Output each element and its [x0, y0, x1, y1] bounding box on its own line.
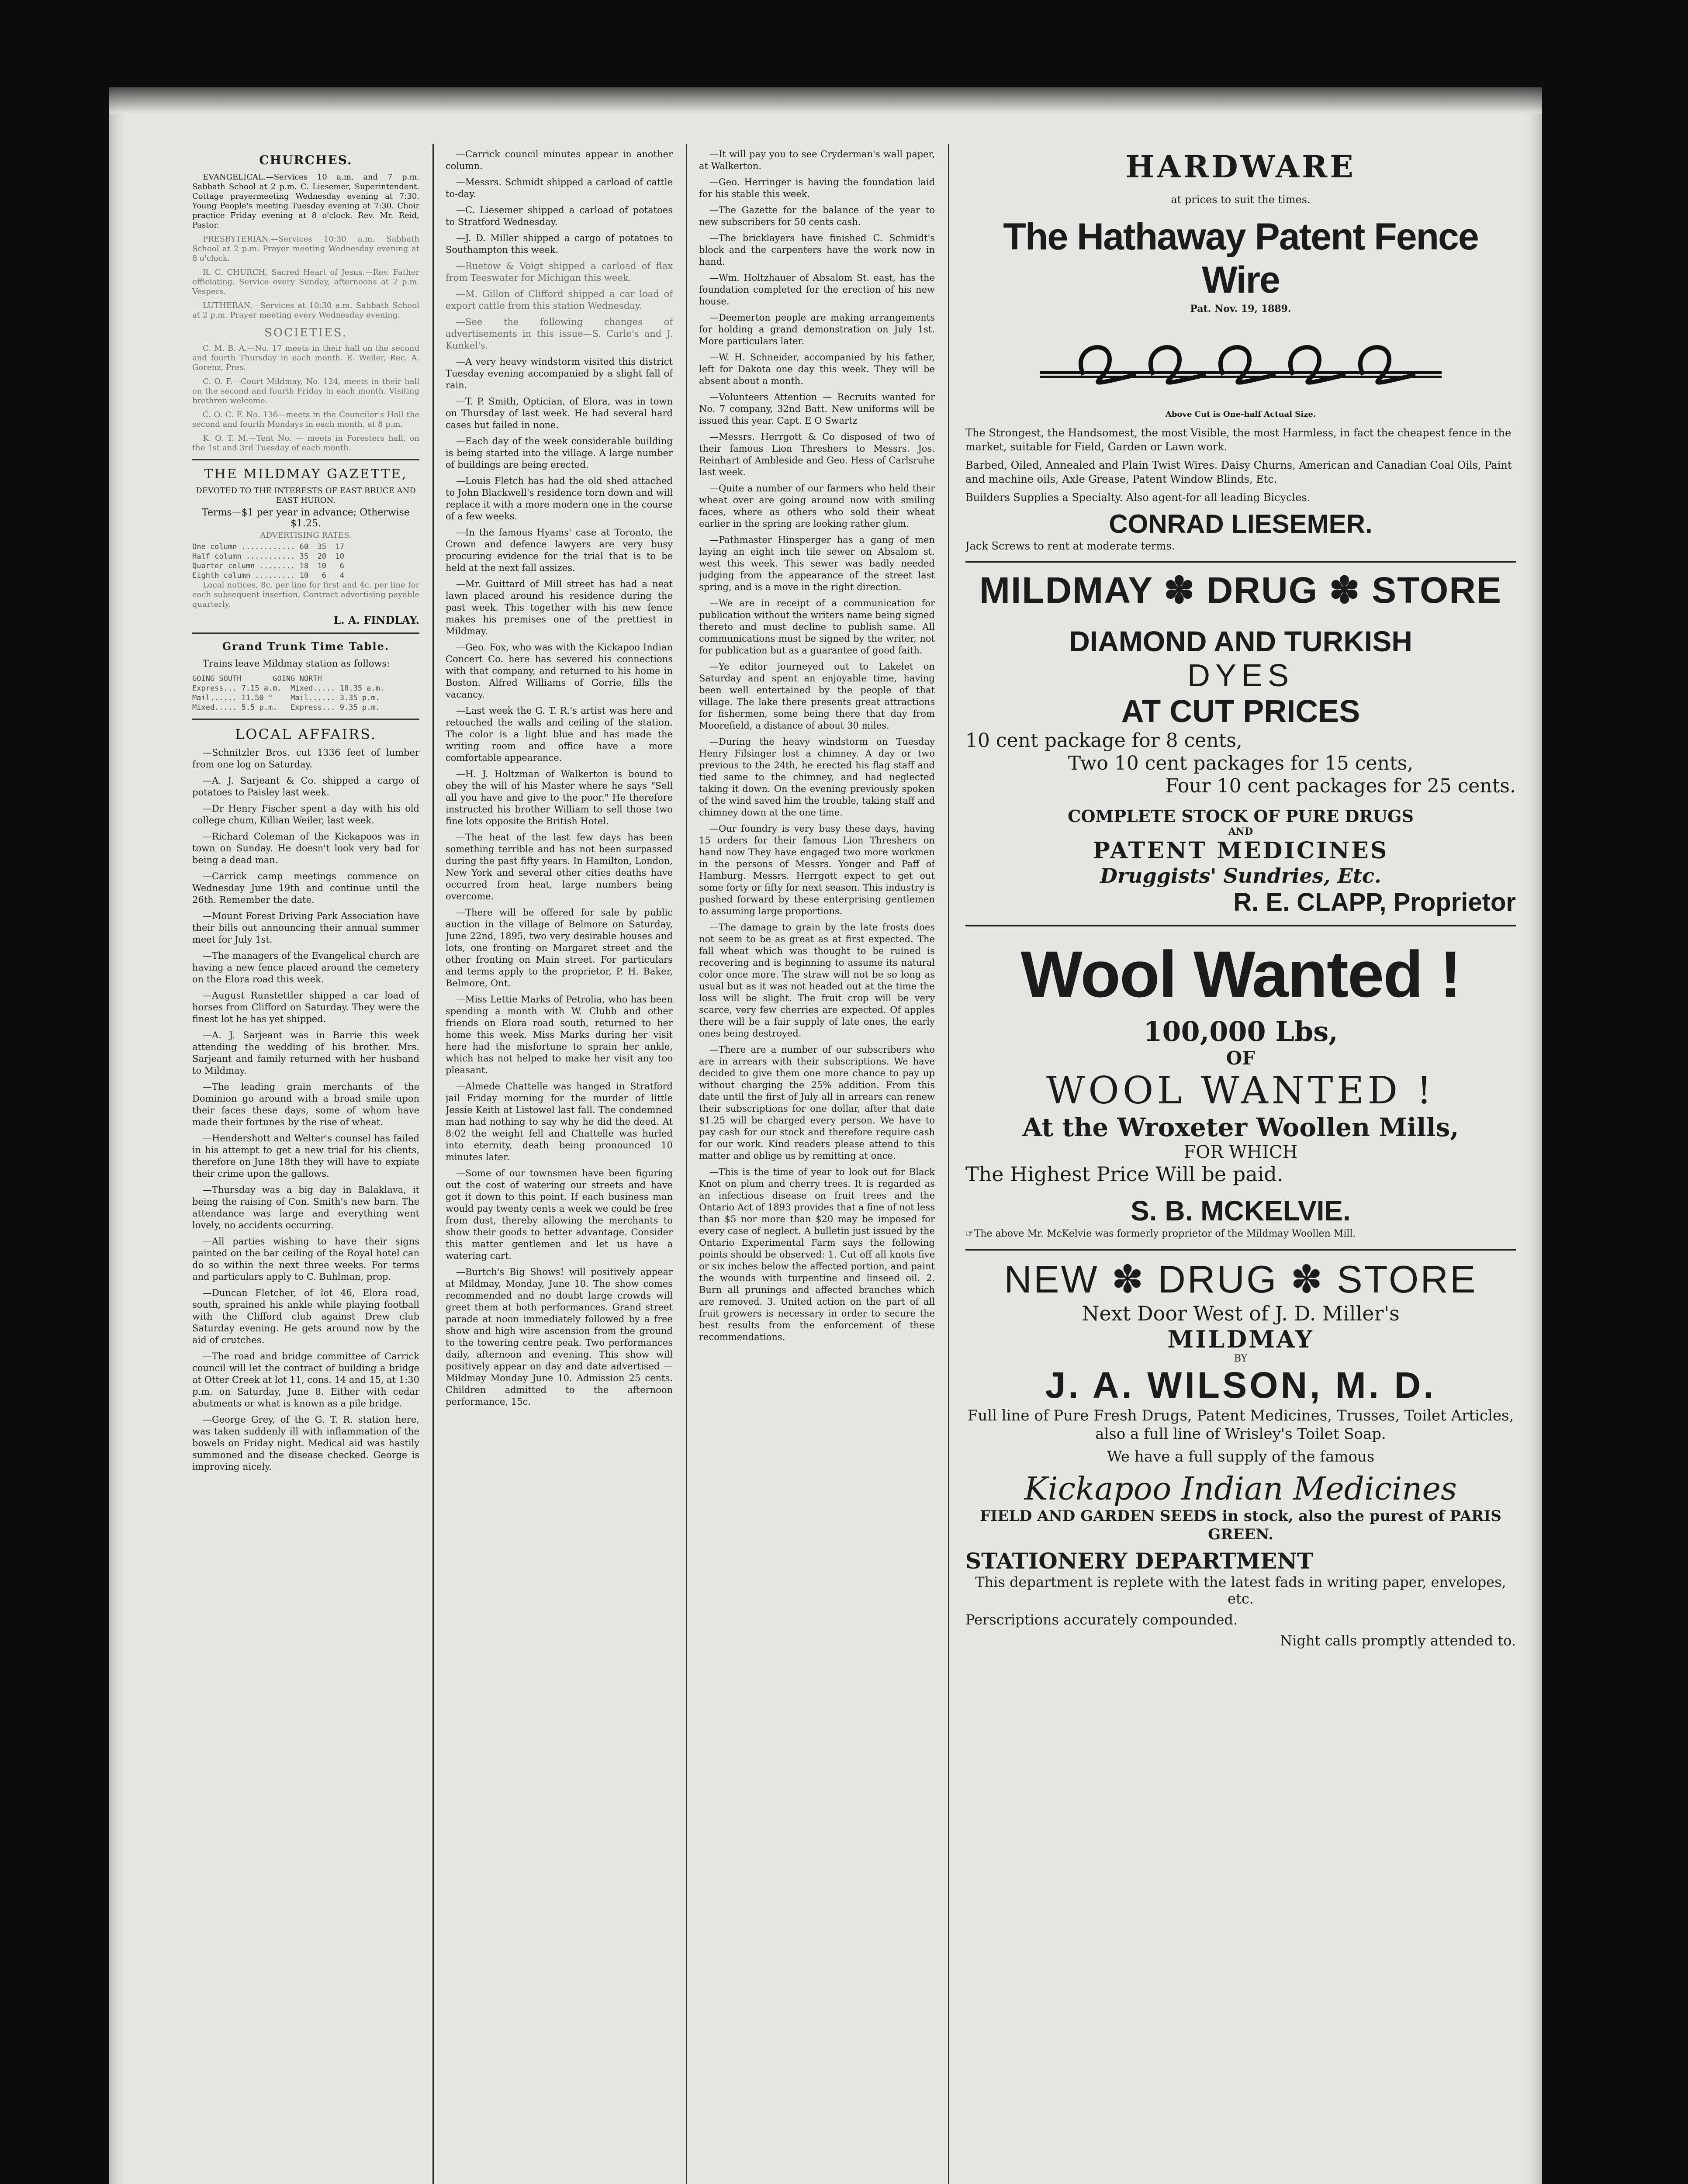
merchant-name: CONRAD LIESEMER.: [1109, 509, 1373, 539]
news-item: —Carrick council minutes appear in another column.: [446, 149, 673, 171]
mildmay-drug-ad: [965, 561, 1516, 917]
news-item: —Hendershott and Welter's counsel has failed in his attempt to get a new trial for his clients, therefore on June 18th they will have to expiate their crime upon the gallows.: [192, 1133, 419, 1179]
church-item: EVANGELICAL.—Services 10 a.m. and 7 p.m. Sabbath School at 2 p.m. C. Liesemer, Superintendent. Cottage prayermeeting Wednesday evening at 7:30. Young People's meeting Tuesday evening at 7:30. Choir practice Friday evening at 8 o'clock. Rev. Mr. Reid, Pastor.: [192, 173, 419, 230]
column-2: [446, 149, 673, 1412]
news-item: —In the famous Hyams' case at Toronto, the Crown and defence lawyers are very busy procuring evidence for the trial that is to be held at the next fall assizes.: [446, 527, 673, 573]
news-item: —Messrs. Schmidt shipped a carload of cattle to-day.: [446, 177, 673, 199]
wool-note: ☞The above Mr. McKelvie was formerly proprietor of the Mildmay Woollen Mill.: [965, 1228, 1356, 1239]
rates-heading: ADVERTISING RATES.: [260, 531, 352, 540]
druggists-sundries: Druggists' Sundries, Etc.: [1100, 864, 1382, 888]
hardware-ad: [965, 149, 1516, 553]
new-drug-body: Full line of Pure Fresh Drugs, Patent Medicines, Trusses, Toilet Articles, also a full line of Wrisley's Toilet Soap.: [967, 1407, 1514, 1443]
news-item: —Louis Fletch has had the old shed attached to John Blackwell's residence torn down and will replace it with a more modern one in the course of a few weeks.: [446, 476, 673, 522]
news-item: —See the following changes of advertisements in this issue—S. Carle's and J. Kunkel's.: [446, 317, 673, 351]
news-item: —It will pay you to see Cryderman's wall paper, at Walkerton.: [699, 149, 935, 171]
new-drug-town: MILDMAY: [1167, 1325, 1314, 1353]
news-item: —Last week the G. T. R.'s artist was here and retouched the walls and ceiling of the station. The color is a light blue and has made the writing room and office have a more comfortable appearance.: [446, 705, 673, 763]
news-item: —Mr. Guittard of Mill street has had a neat lawn placed around his residence during the past week. This together with his new fence makes his premises one of the prettiest in Mildmay.: [446, 579, 673, 636]
news-item: —The heat of the last few days has been something terrible and has not been surpassed during the past fifty years. In Hamilton, London, New York and several other cities deaths have occurred from heat, large numbers being overcome.: [446, 832, 673, 902]
wool-for-which: FOR WHICH: [1183, 1142, 1298, 1162]
news-item: —Some of our townsmen have been figuring out the cost of watering our streets and have got it down to this point. If each business man would pay twenty cents a week we could be free from dust, thereby allowing the merchants to show their goods to better advantage. Consider this matter gentlemen and let us have a watering cart.: [446, 1168, 673, 1261]
news-item: —A. J. Sarjeant & Co. shipped a cargo of potatoes to Paisley last week.: [192, 775, 419, 798]
rates-table: One column ............ 60 35 17 Half column ........... 35 20 10 Quarter column ........ 18 10 6 Eighth column ......... 10 6 4: [192, 543, 344, 580]
news-item: —H. J. Holtzman of Walkerton is bound to obey the will of his Master where he says "Sell all you have and give to the poor." He therefore instructed his brother William to sell those two fine lots opposite the British Hotel.: [446, 769, 673, 826]
news-item: —Wm. Holtzhauer of Absalom St. east, has the foundation completed for the erection of his new house.: [699, 273, 935, 307]
wool-mill: At the Wroxeter Woollen Mills,: [1022, 1113, 1459, 1142]
hardware-sub: at prices to suit the times.: [1171, 194, 1311, 206]
news-item: —The damage to grain by the late frosts does not seem to be as great as at first expected. The fall wheat which was thought to be ruined is recovering and is beginning to assume its natural color once more. The straw will not be so long as usual but as it was not headed out at the time the loss will be slight. The fruit crop will be very scarce, very few cherries are expected. Of apples there will be a fair supply of late ones, the early ones being destroyed.: [699, 922, 935, 1039]
fence-wire-illustration: [965, 320, 1516, 408]
publisher-name: L. A. FINDLAY.: [333, 614, 419, 626]
society-item: C. O. F.—Court Mildmay, No. 124, meets in their hall on the second and fourth Friday in each month. Visiting brethren welcome.: [192, 377, 419, 405]
subscription-terms: Terms—$1 per year in advance; Otherwise $1.25.: [202, 507, 410, 529]
page-edge-shadow: [109, 87, 1542, 114]
news-item: —This is the time of year to look out for Black Knot on plum and cherry trees. It is regarded as an infectious disease on fruit trees and the Ontario Act of 1893 provides that a fine of not less than $5 nor more than $20 may be imposed for every case of neglect. A bulletin just issued by the Ontario Experimental Farm says the following points should be observed: 1. Cut off all knots five or six inches below the affected portion, and paint the wounds with turpentine and linseed oil. 2. Burn all prunings and affected branches which are removed. 3. United action on the part of all fruit growers is necessary in order to secure the best results from the enforcement of these recommendations.: [699, 1167, 935, 1342]
news-item: —Geo. Herringer is having the foundation laid for his stable this week.: [699, 177, 935, 199]
news-item: —The road and bridge committee of Carrick council will let the contract of building a bridge at Otter Creek at lot 11, cons. 14 and 15, at 1:30 p.m. on Saturday, June 8. Either with cedar abutments or what is known as a pile bridge.: [192, 1351, 419, 1409]
news-item: —Deemerton people are making arrangements for holding a grand demonstration on July 1st. More particulars later.: [699, 312, 935, 346]
cut-prices: AT CUT PRICES: [1121, 694, 1360, 729]
column-3: [699, 149, 935, 1348]
dyes-line-1: DIAMOND AND TURKISH: [1069, 625, 1412, 657]
news-item: —Thursday was a big day in Balaklava, it being the raising of Con. Smith's new barn. The attendance was large and everything went lovely, no accidents occurring.: [192, 1185, 419, 1230]
wool-wanted-ad: [965, 925, 1516, 1241]
news-item: —George Grey, of the G. T. R. station here, was taken suddenly ill with inflammation of the bowels on Friday night. Medical aid was hastily summoned and the disease checked. George is improving nicely.: [192, 1414, 419, 1472]
rates-note: Local notices, 8c. per line for first and 4c. per line for each subsequent insertion. Contract advertising payable quarterly.: [192, 581, 419, 609]
divider: [192, 632, 419, 634]
news-item: —T. P. Smith, Optician, of Elora, was in town on Thursday of last week. He had several hard cases but failed in none.: [446, 396, 673, 430]
news-item: —Geo. Fox, who was with the Kickapoo Indian Concert Co. here has severed his connections with that company, and returned to his home in Boston. Alfred Williams of Gorrie, fills the vacancy.: [446, 642, 673, 700]
drug-proprietor: R. E. CLAPP, Proprietor: [1233, 888, 1516, 916]
drug-store-title: MILDMAY ✽ DRUG ✽ STORE: [979, 570, 1502, 611]
stationery-body: This department is replete with the latest fads in writing paper, envelopes, etc.: [975, 1574, 1506, 1607]
church-item: R. C. CHURCH, Sacred Heart of Jesus.—Rev. Father officiating. Service every Sunday, afternoons at 2 p.m. Vespers.: [192, 268, 419, 296]
prescriptions-line: Perscriptions accurately compounded.: [965, 1611, 1238, 1628]
column-1: [192, 149, 419, 1477]
price-line: Two 10 cent packages for 15 cents,: [1068, 752, 1414, 774]
news-item: —The bricklayers have finished C. Schmidt's block and the carpenters have the work now in hand.: [699, 233, 935, 267]
divider: [192, 459, 419, 460]
news-item: —Carrick camp meetings commence on Wednesday June 19th and continue until the 26th. Remember the date.: [192, 871, 419, 905]
new-drug-owner: J. A. WILSON, M. D.: [1045, 1365, 1436, 1406]
price-line: 10 cent package for 8 cents,: [965, 729, 1242, 752]
kickapoo-medicines: Kickapoo Indian Medicines: [1024, 1470, 1457, 1507]
wool-wanted-line: WOOL WANTED !: [1046, 1069, 1435, 1113]
new-drug-store-ad: [965, 1249, 1516, 1649]
wool-price: The Highest Price Will be paid.: [965, 1162, 1283, 1186]
column-rule: [948, 144, 949, 2184]
news-item: —The Gazette for the balance of the year to new subscribers for 50 cents cash.: [699, 205, 935, 227]
news-item: —Dr Henry Fischer spent a day with his old college chum, Killian Weiler, last week.: [192, 803, 419, 826]
patent-medicines: PATENT MEDICINES: [1093, 837, 1389, 864]
wool-quantity: 100,000 Lbs,: [1143, 1016, 1338, 1047]
drug-stock-line: COMPLETE STOCK OF PURE DRUGS: [1068, 806, 1414, 826]
news-item: —The managers of the Evangelical church are having a new fence placed around the cemetery on the Elora road this week.: [192, 950, 419, 985]
news-item: —W. H. Schneider, accompanied by his father, left for Dakota one day this week. They will be absent about a month.: [699, 352, 935, 386]
wool-title: Wool Wanted !: [1020, 937, 1461, 1011]
ads-column: [965, 149, 1516, 1653]
news-item: —We are in receipt of a communication for publication without the writers name being signed thereto and must decline to publish same. All communications must be signed by the writer, not for publication but as a guarantee of good faith.: [699, 598, 935, 656]
society-item: K. O. T. M.—Tent No. — meets in Foresters hall, on the 1st and 3rd Tuesday of each month.: [192, 434, 419, 453]
news-item: —Almede Chattelle was hanged in Stratford jail Friday morning for the murder of little Jessie Keith at Listowel last fall. The condemned man had nothing to say why he did the deed. At 8:02 the weight fell and Chattelle was hurled into eternity, death being pronounced 10 minutes later.: [446, 1081, 673, 1162]
news-item: —There will be offered for sale by public auction in the village of Belmore on Saturday, June 22nd, 1895, two very desirable houses and lots, one fronting on Margaret street and the other fronting on Main street. For particulars and terms apply to the proprietor, P. H. Baker, Belmore, Ont.: [446, 907, 673, 988]
dyes-line-2: DYES: [1187, 658, 1294, 693]
hardware-body: Barbed, Oiled, Annealed and Plain Twist Wires. Daisy Churns, American and Canadian Coal Oils, Paint and machine oils, Axle Grease, Patent Window Blinds, Etc.: [965, 459, 1512, 485]
timetable: GOING SOUTH GOING NORTH Express... 7.15 a.m. Mixed..... 10.35 a.m. Mail...... 11.50 " Mail...... 3.35 p.m. Mixed..... 5.5 p.m. Express... 9.35 p.m.: [192, 674, 385, 712]
church-item: LUTHERAN.—Services at 10:30 a.m. Sabbath School at 2 p.m. Prayer meeting every Wednesday evening.: [192, 301, 419, 320]
hardware-body: Builders Supplies a Specialty. Also agent-for all leading Bicycles.: [965, 491, 1311, 504]
stationery-heading: STATIONERY DEPARTMENT: [965, 1548, 1314, 1574]
hardware-body: The Strongest, the Handsomest, the most Visible, the most Harmless, in fact the cheapest fence in the market, suitable for Field, Garden or Lawn work.: [965, 427, 1512, 453]
newspaper-page: [109, 87, 1542, 2184]
news-item: —Mount Forest Driving Park Association have their bills out announcing their annual summer meet for July 1st.: [192, 911, 419, 945]
news-item: —Ye editor journeyed out to Lakelet on Saturday and spent an enjoyable time, having been well entertained by the people of that village. The lake there presents great attractions for fishermen, some being there that day from Moorefield, a distance of about 30 miles.: [699, 661, 935, 731]
churches-heading: CHURCHES.: [259, 153, 353, 167]
church-item: PRESBYTERIAN.—Services 10:30 a.m. Sabbath School at 2 p.m. Prayer meeting Wednesday evening at 8 o'clock.: [192, 235, 419, 263]
news-item: —J. D. Miller shipped a cargo of potatoes to Southampton this week.: [446, 233, 673, 255]
night-calls-line: Night calls promptly attended to.: [1280, 1632, 1516, 1649]
local-affairs-heading: LOCAL AFFAIRS.: [235, 726, 377, 743]
news-item: —Ruetow & Voigt shipped a carload of flax from Teeswater for Michigan this week.: [446, 261, 673, 283]
wool-merchant: S. B. MCKELVIE.: [1131, 1195, 1351, 1227]
news-item: —There are a number of our subscribers who are in arrears with their subscriptions. We have decided to give them one more chance to pay up without charging the 25% addition. From this date until the first of July all in arrears can renew their subscriptions for one dollar, after that date $1.25 will be charged every person. We have to pay cash for our stock and therefore require cash for our work. Kind readers please attend to this matter and oblige us by remitting at once.: [699, 1044, 935, 1161]
news-item: —During the heavy windstorm on Tuesday Henry Filsinger lost a chimney. A day or two previous to the 24th, he erected his flag staff and tied same to the chimney, and had neglected taking it down. On the evening previously spoken of the wind saved him the trouble, taking staff and chimney down at the one time.: [699, 736, 935, 818]
drug-stock-and: AND: [1228, 826, 1253, 837]
patent-date: Pat. Nov. 19, 1889.: [1190, 303, 1291, 314]
fence-wire-title: The Hathaway Patent Fence Wire: [1003, 216, 1478, 301]
news-item: —Duncan Fletcher, of lot 46, Elora road, south, sprained his ankle while playing football with the Clifford club against Drew club Saturday evening. He gets around now by the aid of crutches.: [192, 1288, 419, 1345]
news-item: —All parties wishing to have their signs painted on the bar ceiling of the Royal hotel can do so within the next three weeks. For terms and particulars apply to C. Buhlman, prop.: [192, 1236, 419, 1282]
news-item: —Quite a number of our farmers who held their wheat over are going around now with smiling faces, where as others who sold their wheat earlier in the spring are looking rather glum.: [699, 483, 935, 529]
societies-heading: SOCIETIES.: [264, 326, 347, 339]
seeds-line: FIELD AND GARDEN SEEDS in stock, also the purest of PARIS GREEN.: [980, 1507, 1501, 1543]
news-item: —August Runstettler shipped a car load of horses from Clifford on Saturday. They were the finest lot he has yet shipped.: [192, 990, 419, 1024]
news-item: —A very heavy windstorm visited this district Tuesday evening accompanied by a slight fall of rain.: [446, 356, 673, 390]
news-item: —Each day of the week considerable building is being started into the village. A large number of buildings are being erected.: [446, 436, 673, 470]
news-item: —Pathmaster Hinsperger has a gang of men laying an eight inch tile sewer on Absalom st. west this week. This sewer was badly needed judging from the appearance of the street last spring, and is a move in the right direction.: [699, 535, 935, 592]
new-drug-location: Next Door West of J. D. Miller's: [1082, 1302, 1400, 1325]
news-item: —Schnitzler Bros. cut 1336 feet of lumber from one log on Saturday.: [192, 747, 419, 770]
news-item: —Volunteers Attention — Recruits wanted for No. 7 company, 32nd Batt. New uniforms will be issued this year. Capt. E O Swartz: [699, 392, 935, 426]
new-drug-body: We have a full supply of the famous: [1107, 1448, 1375, 1465]
new-drug-by: BY: [1234, 1353, 1248, 1364]
timetable-heading: Grand Trunk Time Table.: [222, 640, 390, 653]
price-line: Four 10 cent packages for 25 cents.: [1165, 775, 1516, 797]
news-item: —Burtch's Big Shows! will positively appear at Mildmay, Monday, June 10. The show comes recommended and no doubt large crowds will greet them at both performances. Grand street parade at noon immediately followed by a free show and high wire ascension from the ground to the towering centre peak. Two performances daily, afternoon and evening. This show will positively appear on day and date advertised — Mildmay Monday June 10. Admission 25 cents. Children admitted to the afternoon performance, 15c.: [446, 1267, 673, 1407]
divider: [192, 719, 419, 720]
timetable-intro: Trains leave Mildmay station as follows:: [203, 658, 390, 669]
news-item: —The leading grain merchants of the Dominion go around with a broad smile upon their faces these days, some of whom have made their fortunes by the rise of wheat.: [192, 1082, 419, 1127]
wool-of: OF: [1226, 1047, 1256, 1069]
news-item: —A. J. Sarjeant was in Barrie this week attending the wedding of his brother. Mrs. Sarjeant and family returned with her husband to Mildmay.: [192, 1030, 419, 1076]
new-drug-title: NEW ✽ DRUG ✽ STORE: [1004, 1258, 1477, 1301]
news-item: —Miss Lettie Marks of Petrolia, who has been spending a month with W. Clubb and other friends on Elora road south, returned to her home this week. Miss Marks during her visit here had the misfortune to sprain her ankle, which has not helped to make her visit any too pleasant.: [446, 994, 673, 1075]
masthead: THE MILDMAY GAZETTE,: [204, 467, 408, 482]
society-item: C. O. C. F. No. 136—meets in the Councilor's Hall the second and fourth Mondays in each month, at 8 p.m.: [192, 410, 419, 429]
masthead-sub: DEVOTED TO THE INTERESTS OF EAST BRUCE AND EAST HURON.: [196, 486, 416, 505]
illustration-caption: Above Cut is One-half Actual Size.: [1165, 410, 1316, 419]
column-rule: [686, 144, 687, 2184]
news-item: —M. Gillon of Clifford shipped a car load of export cattle from this station Wednesday.: [446, 289, 673, 311]
news-item: —Messrs. Herrgott & Co disposed of two of their famous Lion Threshers to Messrs. Jos. Reinhart of Ambleside and Geo. Hess of Carlsruhe last week.: [699, 432, 935, 477]
hardware-title: HARDWARE: [1125, 149, 1356, 185]
news-item: —Richard Coleman of the Kickapoos was in town on Sunday. He doesn't look very bad for being a dead man.: [192, 831, 419, 865]
news-item: —C. Liesemer shipped a carload of potatoes to Stratford Wednesday.: [446, 205, 673, 227]
hardware-footer: Jack Screws to rent at moderate terms.: [965, 540, 1175, 552]
news-item: —Our foundry is very busy these days, having 15 orders for their famous Lion Threshers on hand now They have engaged two more workmen in the persons of Messrs. Yonger and Paff of Hamburg. Messrs. Herrgott expect to get out some forty or fifty for next season. This industry is pushed forward by these enterprising gentlemen to assuming large proportions.: [699, 823, 935, 916]
column-rule: [432, 144, 434, 2184]
society-item: C. M. B. A.—No. 17 meets in their hall on the second and fourth Thursday in each month. E. Weiler, Rec. A. Gorenz, Pres.: [192, 344, 419, 372]
